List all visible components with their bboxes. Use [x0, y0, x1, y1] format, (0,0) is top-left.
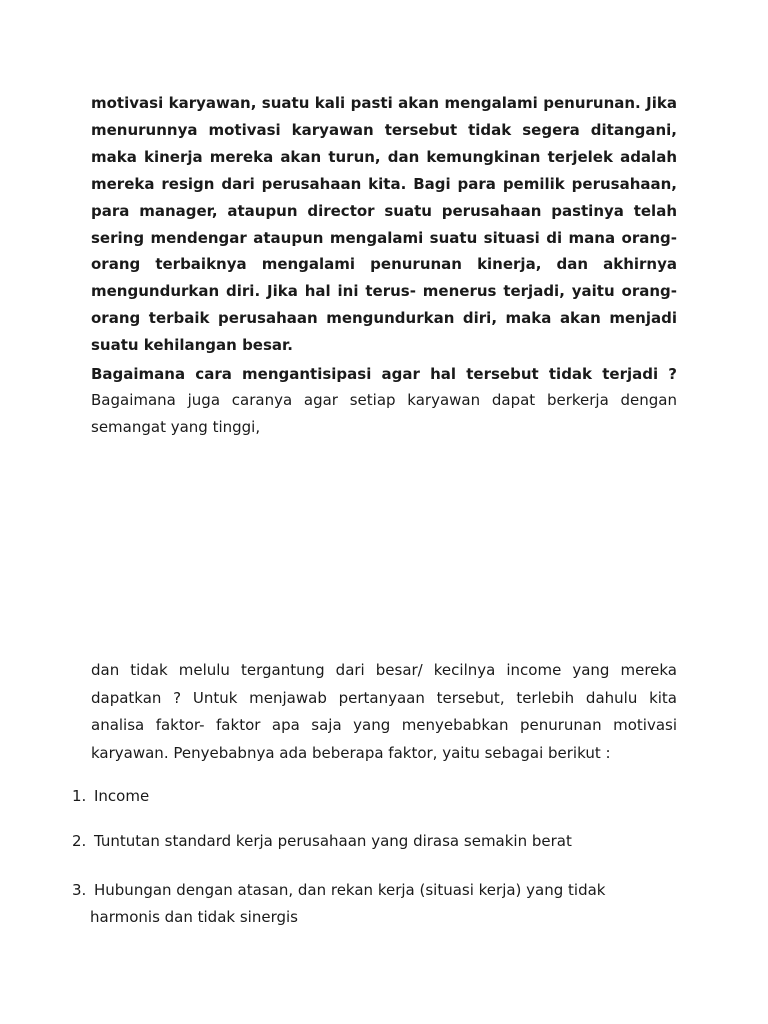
list-item-work-relations [72, 877, 677, 931]
list-item-work-standards [72, 832, 572, 850]
paragraph-work-spirit: Bagaimana juga caranya agar setiap karyawan dapat berkerja dengan semangat yang tinggi, [91, 391, 677, 436]
paragraph-income-factors: dan tidak melulu tergantung dari besar/ kecilnya income yang mereka dapatkan ? Untuk menjawab pertanyaan tersebut, terlebih dahulu kita analisa faktor- faktor apa saja yang menyebabkan penurunan motivasi karyawan. Penyebabnya ada beberapa faktor, yaitu sebagai berikut : [91, 661, 677, 762]
list-text: Income [94, 787, 150, 805]
list-item-income [72, 787, 149, 805]
list-text: Tuntutan standard kerja perusahaan yang dirasa semakin berat [94, 832, 572, 850]
paragraph-motivation-decline: motivasi karyawan, suatu kali pasti akan mengalami penurunan. Jika menurunnya motivasi karyawan tersebut tidak segera ditangani, maka kinerja mereka akan turun, dan kemungkinan terjelek adalah mereka resign dari perusahaan kita. Bagi para pemilik perusahaan, para manager, ataupun director suatu perusahaan pastinya telah sering mendengar ataupun mengalami suatu situasi di mana orang-orang terbaiknya mengalami penurunan kinerja, dan akhirnya mengundurkan diri. Jika hal ini terus- menerus terjadi, yaitu orang-orang terbaik perusahaan mengundurkan diri, maka akan menjadi suatu kehilangan besar. [91, 94, 677, 355]
list-number: 3. [72, 881, 87, 899]
list-number: 2. [72, 832, 87, 850]
list-text-continuation: harmonis dan tidak sinergis [90, 908, 298, 926]
list-text: Hubungan dengan atasan, dan rekan kerja (situasi kerja) yang tidak [94, 881, 606, 899]
question-heading: Bagaimana cara mengantisipasi agar hal tersebut tidak terjadi ? [91, 365, 677, 383]
list-number: 1. [72, 787, 87, 805]
